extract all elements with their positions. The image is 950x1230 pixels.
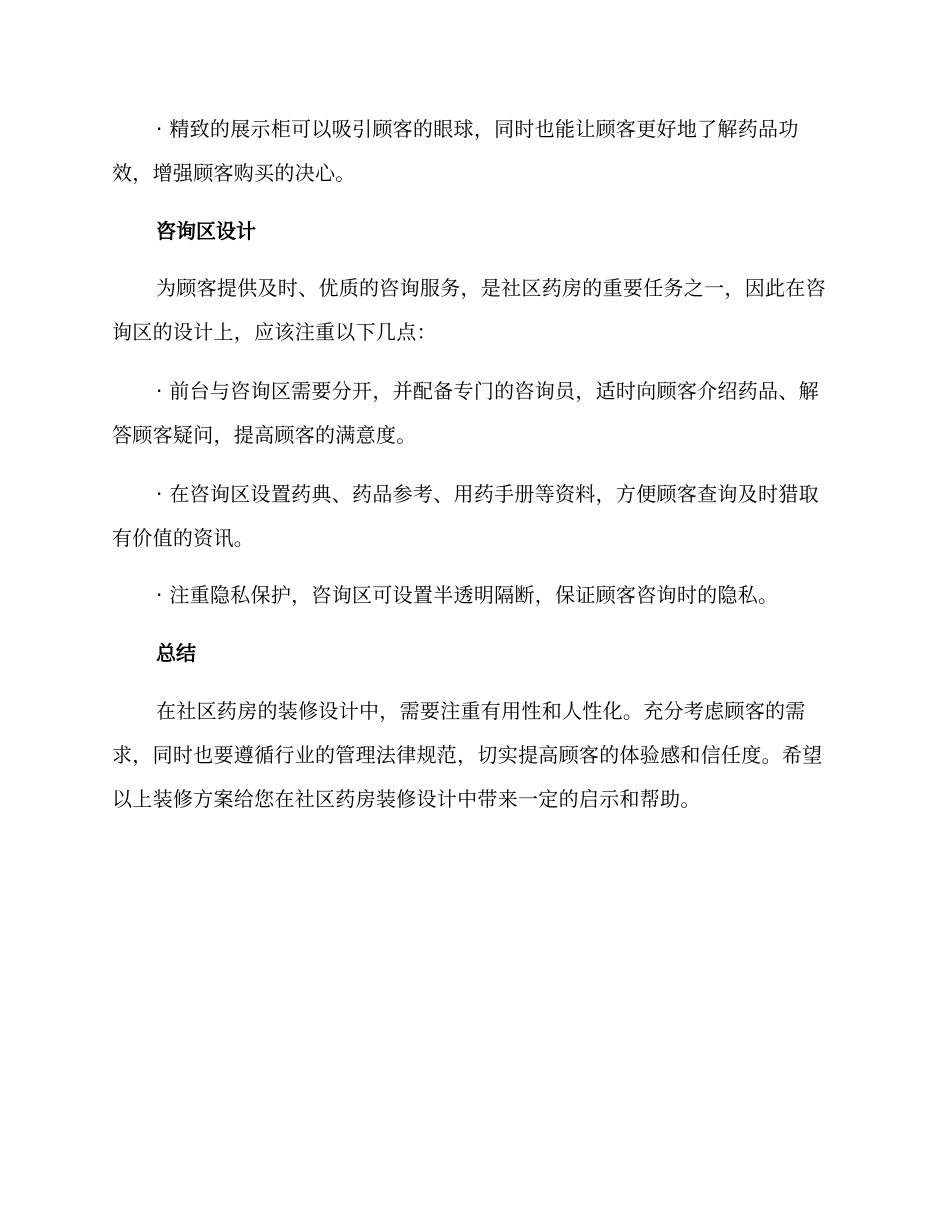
heading-summary: 总结 — [156, 641, 196, 665]
paragraph-summary: 在社区药房的装修设计中，需要注重有用性和人性化。充分考虑顾客的需求，同时也要遵循行业的管理法律规范，切实提高顾客的体验感和信任度。希望以上装修方案给您在社区药房装修设计中带来一定的启示和帮助。 — [112, 699, 823, 811]
paragraph-consult-point-3: · 注重隐私保护，咨询区可设置半透明隔断，保证顾客咨询时的隐私。 — [156, 583, 779, 607]
heading-consult-area: 咨询区设计 — [156, 219, 256, 243]
paragraph-display-cabinet: · 精致的展示柜可以吸引顾客的眼球，同时也能让顾客更好地了解药品功效，增强顾客购买的决心。 — [112, 117, 799, 185]
paragraph-consult-intro: 为顾客提供及时、优质的咨询服务，是社区药房的重要任务之一，因此在咨询区的设计上，应该注重以下几点： — [112, 276, 826, 344]
paragraph-consult-point-2: · 在咨询区设置药典、药品参考、用药手册等资料，方便顾客查询及时猎取有价值的资讯。 — [112, 482, 819, 550]
paragraph-consult-point-1: · 前台与咨询区需要分开，并配备专门的咨询员，适时向顾客介绍药品、解答顾客疑问，提高顾客的满意度。 — [112, 379, 819, 447]
